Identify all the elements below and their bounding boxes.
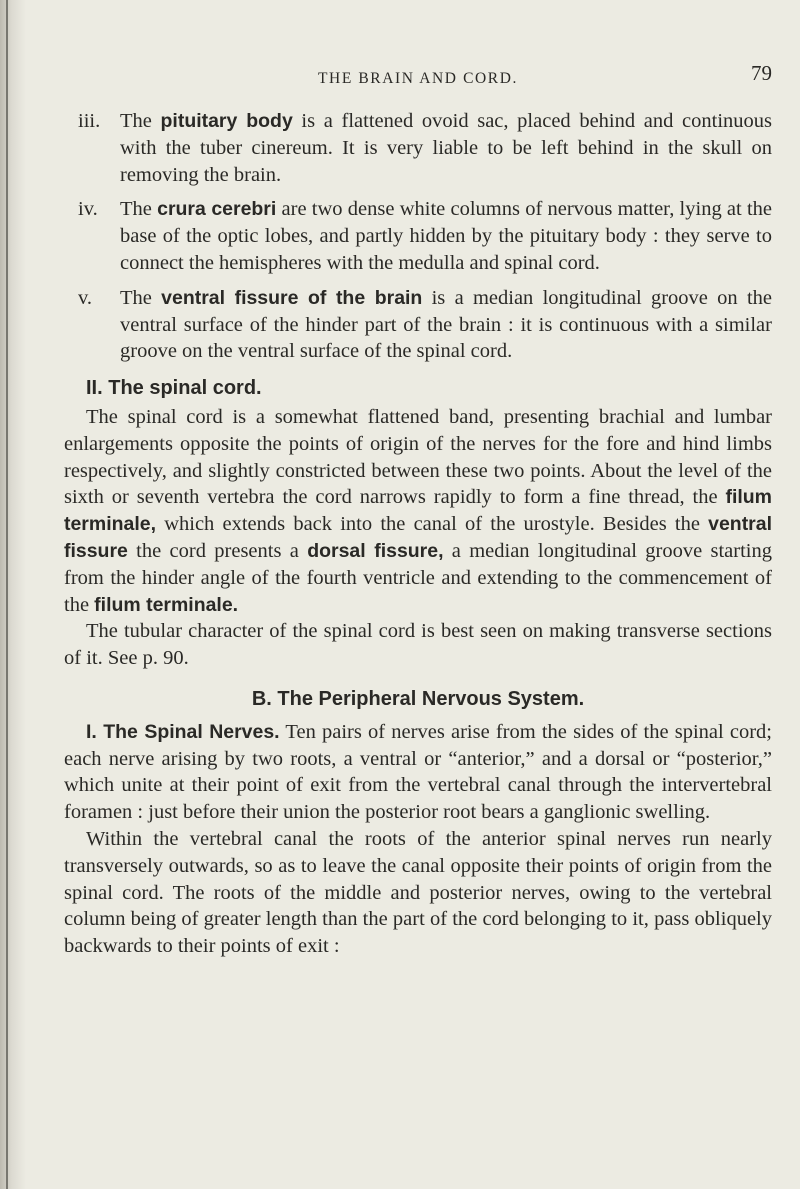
term-filum-terminale: filum terminale, xyxy=(64,486,772,536)
item-numeral: iii. xyxy=(78,110,101,132)
book-spine-shadow xyxy=(0,0,26,1189)
item-text: The pituitary body is a flattened ovoid sac, placed behind and continuous with the tuber cinereum. It is very liable to be left behind in the skull on removing the brain. xyxy=(120,110,772,186)
paragraph: The spinal cord is a somewhat flattened band, presenting brachial and lumbar enlargements opposite the points of origin of the nerves for the fore and hind limbs respectively, and slightly constricted between these two points. About the level of the sixth or seventh vertebra the cord narrows rapidly to form a fine thread, the filum terminale, which extends back into the canal of the urostyle. Besides the ventral fissure the cord presents a dorsal fissure, a median longitudinal groove starting from the hinder angle of the fourth ventricle and extending to the commencement of the filum terminale. xyxy=(64,405,772,616)
term-ventral-fissure: ventral fissure xyxy=(64,513,772,562)
list-item xyxy=(64,196,772,276)
sub-heading-spinal-nerves: I. The Spinal Nerves. xyxy=(86,720,280,743)
page-number: 79 xyxy=(751,61,772,85)
page-header xyxy=(64,58,772,92)
item-term: pituitary body xyxy=(160,110,293,132)
section-heading-spinal-cord: II. The spinal cord. xyxy=(86,377,262,400)
item-numeral: iv. xyxy=(78,198,98,221)
paragraph: Within the vertebral canal the roots of the anterior spinal nerves run nearly transversely outwards, so as to leave the canal opposite their points of origin from the spinal cord. The roots of the middle and posterior nerves, owing to the vertebral column being of greater length than the part of the cord belonging to it, pass obliquely backwards to their points of exit : xyxy=(64,827,772,958)
item-text: The crura cerebri are two dense white columns of nervous matter, lying at the base of the optic lobes, and partly hidden by the pituitary body : they serve to connect the hemispheres with the medulla and spinal cord. xyxy=(120,198,773,274)
section-heading-peripheral: B. The Peripheral Nervous System. xyxy=(251,687,585,710)
item-term: crura cerebri xyxy=(157,198,277,221)
paragraph: The tubular character of the spinal cord is best seen on making transverse sections of it. See p. 90. xyxy=(64,620,772,670)
book-page xyxy=(64,58,772,960)
running-head: THE BRAIN AND CORD. xyxy=(317,70,519,87)
list-item xyxy=(64,285,772,365)
term-filum-terminale: filum terminale. xyxy=(94,593,239,616)
item-numeral: v. xyxy=(78,286,93,309)
paragraph: I. The Spinal Nerves. Ten pairs of nerves arise from the sides of the spinal cord; each nerve arising by two roots, a ventral or “anterior,” and a dorsal or “posterior,” which unite at their point of exit from the vertebral canal through the intervertebral foramen : just before their union the posterior root bears a ganglionic swelling. xyxy=(64,720,772,824)
term-dorsal-fissure: dorsal fissure, xyxy=(307,539,444,562)
item-term: ventral fissure of the brain xyxy=(161,286,423,309)
list-item xyxy=(64,108,772,188)
item-text: The ventral fissure of the brain is a median longitudinal groove on the ventral surface of the hinder part of the brain : it is continuous with a similar groove on the ventral surface of the spinal cord. xyxy=(120,286,772,363)
book-gutter-line xyxy=(6,0,8,1189)
